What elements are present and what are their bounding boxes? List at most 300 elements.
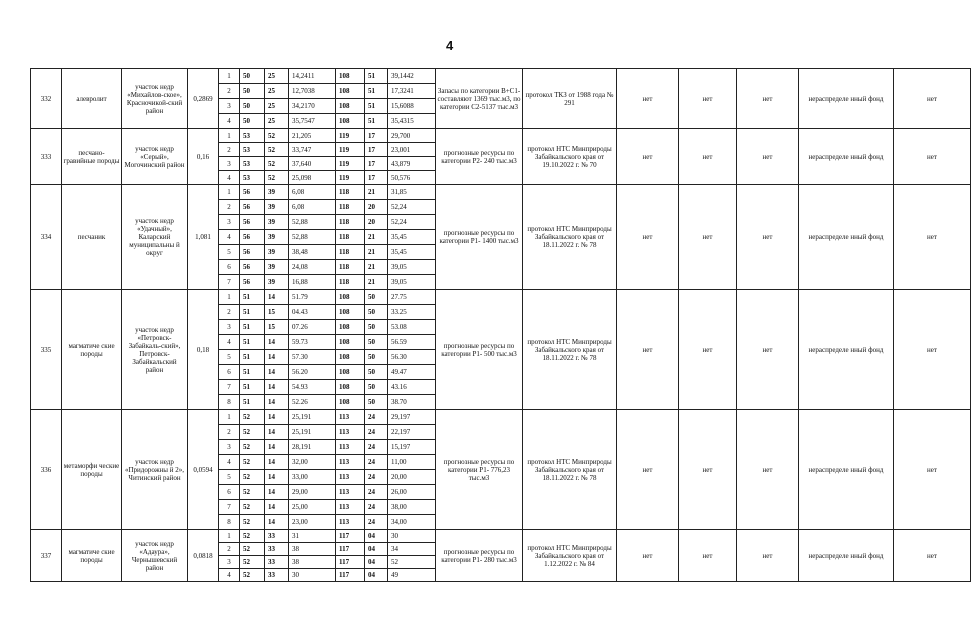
subsoil-registry-table [30, 68, 971, 582]
coord-cell: 14 [265, 440, 289, 455]
coord-cell: 56 [240, 260, 265, 275]
area-km2: 0,16 [188, 129, 219, 185]
coord-cell: 3 [219, 320, 240, 335]
coord-cell: 51 [240, 380, 265, 395]
coord-cell: 37,640 [289, 157, 336, 171]
coord-cell: 6 [219, 365, 240, 380]
row-number: 334 [31, 185, 62, 290]
coord-cell: 22,197 [388, 425, 436, 440]
col-none-3: нет [737, 129, 799, 185]
coord-cell: 31,85 [388, 185, 436, 200]
coord-cell: 6,08 [289, 185, 336, 200]
coord-cell: 51 [240, 335, 265, 350]
coord-cell: 39,05 [388, 275, 436, 290]
coord-cell: 113 [336, 500, 365, 515]
coord-cell: 118 [336, 185, 365, 200]
coord-cell: 28,191 [289, 440, 336, 455]
coord-cell: 33.25 [388, 305, 436, 320]
coord-cell: 38 [289, 556, 336, 569]
coord-cell: 51 [240, 350, 265, 365]
coord-cell: 38 [289, 543, 336, 556]
coord-cell: 52,88 [289, 215, 336, 230]
col-none-1: нет [617, 129, 679, 185]
protocol: протокол НТС Минприроды Забайкальского края от 1.12.2022 г. № 84 [523, 530, 617, 582]
coord-cell: 108 [336, 114, 365, 129]
coord-cell: 52 [265, 143, 289, 157]
coord-cell: 117 [336, 569, 365, 582]
coord-cell: 14 [265, 410, 289, 425]
coord-cell: 52.26 [289, 395, 336, 410]
coord-cell: 14,2411 [289, 69, 336, 84]
coord-cell: 51 [240, 290, 265, 305]
coord-cell: 2 [219, 543, 240, 556]
coord-cell: 15,6088 [388, 99, 436, 114]
mineral-type: магматиче ские породы [62, 530, 122, 582]
coord-cell: 25 [265, 84, 289, 99]
coord-cell: 04 [365, 556, 388, 569]
coord-cell: 56 [240, 245, 265, 260]
coord-cell: 34,2170 [289, 99, 336, 114]
coord-cell: 3 [219, 99, 240, 114]
coord-cell: 52,88 [289, 230, 336, 245]
coord-cell: 118 [336, 200, 365, 215]
col-none-2: нет [679, 185, 737, 290]
coord-cell: 4 [219, 455, 240, 470]
row-number: 333 [31, 129, 62, 185]
coord-cell: 2 [219, 305, 240, 320]
coord-cell: 33 [265, 543, 289, 556]
coord-cell: 52 [240, 410, 265, 425]
coord-cell: 14 [265, 335, 289, 350]
coord-cell: 52 [240, 530, 265, 543]
coord-cell: 108 [336, 99, 365, 114]
coord-cell: 14 [265, 470, 289, 485]
coord-cell: 4 [219, 230, 240, 245]
coord-cell: 38,00 [388, 500, 436, 515]
coord-cell: 26,00 [388, 485, 436, 500]
col-none-3: нет [737, 410, 799, 530]
coord-cell: 51 [240, 320, 265, 335]
mineral-type: метаморфи ческие породы [62, 410, 122, 530]
coord-cell: 24,08 [289, 260, 336, 275]
fund-status: нераспределе нный фонд [799, 129, 894, 185]
table-row [31, 129, 971, 143]
col-none-4: нет [894, 530, 971, 582]
coord-cell: 2 [219, 143, 240, 157]
coord-cell: 21 [365, 185, 388, 200]
row-number: 337 [31, 530, 62, 582]
coord-cell: 50 [365, 380, 388, 395]
col-none-3: нет [737, 530, 799, 582]
coord-cell: 4 [219, 171, 240, 185]
coord-cell: 07.26 [289, 320, 336, 335]
coord-cell: 15,197 [388, 440, 436, 455]
area-km2: 1,081 [188, 185, 219, 290]
coord-cell: 118 [336, 230, 365, 245]
col-none-2: нет [679, 410, 737, 530]
col-none-2: нет [679, 290, 737, 410]
coord-cell: 52 [240, 425, 265, 440]
coord-cell: 8 [219, 515, 240, 530]
coord-cell: 14 [265, 365, 289, 380]
coord-cell: 17 [365, 157, 388, 171]
col-none-2: нет [679, 69, 737, 129]
coord-cell: 53 [240, 157, 265, 171]
coord-cell: 56 [240, 275, 265, 290]
coord-cell: 23,001 [388, 143, 436, 157]
col-none-4: нет [894, 410, 971, 530]
coord-cell: 108 [336, 365, 365, 380]
reserves: Запасы по категории В+С1- составляют 1369 тыс.м3, по категории С2-5137 тыс.м3 [436, 69, 523, 129]
coord-cell: 113 [336, 440, 365, 455]
coord-cell: 21 [365, 260, 388, 275]
coord-cell: 24 [365, 410, 388, 425]
coord-cell: 30 [388, 530, 436, 543]
table-row [31, 69, 971, 84]
coord-cell: 39 [265, 275, 289, 290]
coord-cell: 11,00 [388, 455, 436, 470]
coord-cell: 20 [365, 215, 388, 230]
coord-cell: 21 [365, 245, 388, 260]
coord-cell: 23,00 [289, 515, 336, 530]
coord-cell: 53.08 [388, 320, 436, 335]
coord-cell: 04 [365, 530, 388, 543]
coord-cell: 50 [365, 350, 388, 365]
col-none-1: нет [617, 290, 679, 410]
mineral-type: магматиче ские породы [62, 290, 122, 410]
coord-cell: 5 [219, 350, 240, 365]
coord-cell: 52 [240, 440, 265, 455]
row-number: 335 [31, 290, 62, 410]
coord-cell: 35,45 [388, 245, 436, 260]
reserves: прогнозные ресурсы по категории Р2- 240 тыс.м3 [436, 129, 523, 185]
coord-cell: 14 [265, 425, 289, 440]
coord-cell: 52 [240, 556, 265, 569]
coord-cell: 51 [240, 365, 265, 380]
coord-cell: 113 [336, 425, 365, 440]
coord-cell: 38,48 [289, 245, 336, 260]
coord-cell: 3 [219, 157, 240, 171]
coord-cell: 52 [265, 157, 289, 171]
col-none-4: нет [894, 69, 971, 129]
reserves: прогнозные ресурсы по категории Р1- 776,23 тыс.м3 [436, 410, 523, 530]
coord-cell: 52 [265, 129, 289, 143]
coord-cell: 20 [365, 200, 388, 215]
col-none-4: нет [894, 290, 971, 410]
coord-cell: 21 [365, 230, 388, 245]
coord-cell: 15 [265, 305, 289, 320]
coord-cell: 50 [240, 114, 265, 129]
coord-cell: 29,197 [388, 410, 436, 425]
col-none-1: нет [617, 410, 679, 530]
reserves: прогнозные ресурсы по категории Р1- 280 тыс.м3 [436, 530, 523, 582]
coord-cell: 52 [240, 470, 265, 485]
coord-cell: 5 [219, 470, 240, 485]
coord-cell: 25 [265, 69, 289, 84]
coord-cell: 34,00 [388, 515, 436, 530]
coord-cell: 56 [240, 185, 265, 200]
coord-cell: 119 [336, 157, 365, 171]
coord-cell: 14 [265, 500, 289, 515]
col-none-2: нет [679, 530, 737, 582]
protocol: протокол НТС Минприроды Забайкальского края от 18.11.2022 г. № 78 [523, 290, 617, 410]
coord-cell: 3 [219, 440, 240, 455]
coord-cell: 50,576 [388, 171, 436, 185]
area-km2: 0,0594 [188, 410, 219, 530]
coord-cell: 7 [219, 500, 240, 515]
coord-cell: 51 [365, 114, 388, 129]
coord-cell: 56 [240, 230, 265, 245]
coord-cell: 04 [365, 569, 388, 582]
coord-cell: 29,700 [388, 129, 436, 143]
col-none-1: нет [617, 69, 679, 129]
coord-cell: 21 [365, 275, 388, 290]
site-name: участок недр «Серый», Могочинский район [122, 129, 188, 185]
coord-cell: 32,00 [289, 455, 336, 470]
coord-cell: 50 [365, 290, 388, 305]
fund-status: нераспределе нный фонд [799, 185, 894, 290]
coord-cell: 49.47 [388, 365, 436, 380]
coord-cell: 17 [365, 171, 388, 185]
coord-cell: 39 [265, 200, 289, 215]
coord-cell: 108 [336, 305, 365, 320]
coord-cell: 54.93 [289, 380, 336, 395]
coord-cell: 51.79 [289, 290, 336, 305]
coord-cell: 6,08 [289, 200, 336, 215]
coord-cell: 56 [240, 215, 265, 230]
row-number: 336 [31, 410, 62, 530]
coord-cell: 51 [365, 69, 388, 84]
coord-cell: 30 [289, 569, 336, 582]
coord-cell: 14 [265, 350, 289, 365]
coord-cell: 108 [336, 290, 365, 305]
coord-cell: 108 [336, 84, 365, 99]
coord-cell: 14 [265, 395, 289, 410]
coord-cell: 17 [365, 129, 388, 143]
coord-cell: 17,3241 [388, 84, 436, 99]
coord-cell: 6 [219, 260, 240, 275]
coord-cell: 108 [336, 380, 365, 395]
table-row [31, 530, 971, 543]
coord-cell: 117 [336, 543, 365, 556]
coord-cell: 50 [240, 69, 265, 84]
col-none-4: нет [894, 129, 971, 185]
reserves: прогнозные ресурсы по категории Р1- 500 тыс.м3 [436, 290, 523, 410]
coord-cell: 34 [388, 543, 436, 556]
coord-cell: 2 [219, 200, 240, 215]
coord-cell: 53 [240, 171, 265, 185]
coord-cell: 33 [265, 569, 289, 582]
coord-cell: 14 [265, 290, 289, 305]
coord-cell: 108 [336, 320, 365, 335]
coord-cell: 113 [336, 470, 365, 485]
coord-cell: 50 [365, 320, 388, 335]
coord-cell: 118 [336, 275, 365, 290]
coord-cell: 59.73 [289, 335, 336, 350]
coord-cell: 35,4315 [388, 114, 436, 129]
coord-cell: 117 [336, 556, 365, 569]
coord-cell: 24 [365, 500, 388, 515]
coord-cell: 25 [265, 114, 289, 129]
coord-cell: 52 [240, 455, 265, 470]
site-name: участок недр «Адаура», Чернышевский район [122, 530, 188, 582]
coord-cell: 119 [336, 171, 365, 185]
coord-cell: 52 [240, 485, 265, 500]
coord-cell: 52 [240, 543, 265, 556]
coord-cell: 24 [365, 485, 388, 500]
site-name: участок недр «Удачный», Каларский муниципальны й округ [122, 185, 188, 290]
coord-cell: 52 [240, 500, 265, 515]
col-none-3: нет [737, 185, 799, 290]
coord-cell: 119 [336, 129, 365, 143]
area-km2: 0,18 [188, 290, 219, 410]
protocol: протокол НТС Минприроды Забайкальского края от 19.10.2022 г. № 70 [523, 129, 617, 185]
fund-status: нераспределе нный фонд [799, 410, 894, 530]
coord-cell: 52 [240, 515, 265, 530]
coord-cell: 113 [336, 485, 365, 500]
coord-cell: 108 [336, 69, 365, 84]
coord-cell: 56.30 [388, 350, 436, 365]
coord-cell: 4 [219, 569, 240, 582]
coord-cell: 33,747 [289, 143, 336, 157]
coord-cell: 51 [240, 395, 265, 410]
coord-cell: 118 [336, 260, 365, 275]
coord-cell: 39 [265, 245, 289, 260]
coord-cell: 51 [365, 99, 388, 114]
col-none-1: нет [617, 530, 679, 582]
coord-cell: 50 [365, 335, 388, 350]
coord-cell: 16,88 [289, 275, 336, 290]
coord-cell: 118 [336, 245, 365, 260]
coord-cell: 04 [365, 543, 388, 556]
coord-cell: 24 [365, 440, 388, 455]
coord-cell: 108 [336, 350, 365, 365]
coord-cell: 39 [265, 230, 289, 245]
coord-cell: 21,205 [289, 129, 336, 143]
coord-cell: 35,7547 [289, 114, 336, 129]
coord-cell: 20,00 [388, 470, 436, 485]
coord-cell: 113 [336, 455, 365, 470]
coord-cell: 12,7038 [289, 84, 336, 99]
coord-cell: 52 [388, 556, 436, 569]
coord-cell: 118 [336, 215, 365, 230]
coord-cell: 1 [219, 69, 240, 84]
coord-cell: 1 [219, 410, 240, 425]
coord-cell: 57.30 [289, 350, 336, 365]
coord-cell: 49 [388, 569, 436, 582]
coord-cell: 33,00 [289, 470, 336, 485]
coord-cell: 50 [365, 305, 388, 320]
coord-cell: 7 [219, 380, 240, 395]
coord-cell: 31 [289, 530, 336, 543]
coord-cell: 4 [219, 335, 240, 350]
coord-cell: 14 [265, 455, 289, 470]
page-number: 4 [446, 38, 454, 53]
coord-cell: 27.75 [388, 290, 436, 305]
coord-cell: 39 [265, 185, 289, 200]
coord-cell: 56.20 [289, 365, 336, 380]
coord-cell: 39 [265, 260, 289, 275]
coord-cell: 56 [240, 200, 265, 215]
coord-cell: 25,00 [289, 500, 336, 515]
site-name: участок недр «Михайлов-ское», Красночикой-ский район [122, 69, 188, 129]
row-number: 332 [31, 69, 62, 129]
coord-cell: 14 [265, 380, 289, 395]
coord-cell: 04.43 [289, 305, 336, 320]
coord-cell: 51 [365, 84, 388, 99]
fund-status: нераспределе нный фонд [799, 530, 894, 582]
table-row [31, 290, 971, 305]
coord-cell: 43.16 [388, 380, 436, 395]
coord-cell: 15 [265, 320, 289, 335]
site-name: участок недр «Петровск-Забайкаль-ский», Петровск-Забайкальский район [122, 290, 188, 410]
coord-cell: 1 [219, 530, 240, 543]
coord-cell: 25,098 [289, 171, 336, 185]
area-km2: 0,2869 [188, 69, 219, 129]
coord-cell: 113 [336, 515, 365, 530]
reserves: прогнозные ресурсы по категории Р1- 1400 тыс.м3 [436, 185, 523, 290]
mineral-type: песчано-гравийные породы [62, 129, 122, 185]
coord-cell: 14 [265, 515, 289, 530]
fund-status: нераспределе нный фонд [799, 290, 894, 410]
coord-cell: 5 [219, 245, 240, 260]
protocol: протокол НТС Минприроды Забайкальского края от 18.11.2022 г. № 78 [523, 185, 617, 290]
area-km2: 0,0818 [188, 530, 219, 582]
coord-cell: 52,24 [388, 215, 436, 230]
coord-cell: 24 [365, 425, 388, 440]
coord-cell: 53 [240, 129, 265, 143]
coord-cell: 56.59 [388, 335, 436, 350]
coord-cell: 43,879 [388, 157, 436, 171]
coord-cell: 39,05 [388, 260, 436, 275]
coord-cell: 2 [219, 425, 240, 440]
coord-cell: 24 [365, 515, 388, 530]
coord-cell: 113 [336, 410, 365, 425]
coord-cell: 39,1442 [388, 69, 436, 84]
coord-cell: 8 [219, 395, 240, 410]
coord-cell: 17 [365, 143, 388, 157]
table-row [31, 410, 971, 425]
coord-cell: 1 [219, 185, 240, 200]
col-none-3: нет [737, 290, 799, 410]
coord-cell: 3 [219, 215, 240, 230]
coord-cell: 117 [336, 530, 365, 543]
mineral-type: алевролит [62, 69, 122, 129]
coord-cell: 33 [265, 556, 289, 569]
coord-cell: 50 [240, 84, 265, 99]
coord-cell: 29,00 [289, 485, 336, 500]
coord-cell: 14 [265, 485, 289, 500]
coord-cell: 119 [336, 143, 365, 157]
protocol: протокол НТС Минприроды Забайкальского края от 18.11.2022 г. № 78 [523, 410, 617, 530]
coord-cell: 50 [365, 365, 388, 380]
coord-cell: 4 [219, 114, 240, 129]
coord-cell: 24 [365, 455, 388, 470]
mineral-type: песчаник [62, 185, 122, 290]
coord-cell: 7 [219, 275, 240, 290]
coord-cell: 3 [219, 556, 240, 569]
col-none-4: нет [894, 185, 971, 290]
coord-cell: 108 [336, 395, 365, 410]
coord-cell: 1 [219, 129, 240, 143]
coord-cell: 25,191 [289, 410, 336, 425]
coord-cell: 6 [219, 485, 240, 500]
coord-cell: 52 [265, 171, 289, 185]
fund-status: нераспределе нный фонд [799, 69, 894, 129]
coord-cell: 38.70 [388, 395, 436, 410]
coord-cell: 51 [240, 305, 265, 320]
coord-cell: 53 [240, 143, 265, 157]
